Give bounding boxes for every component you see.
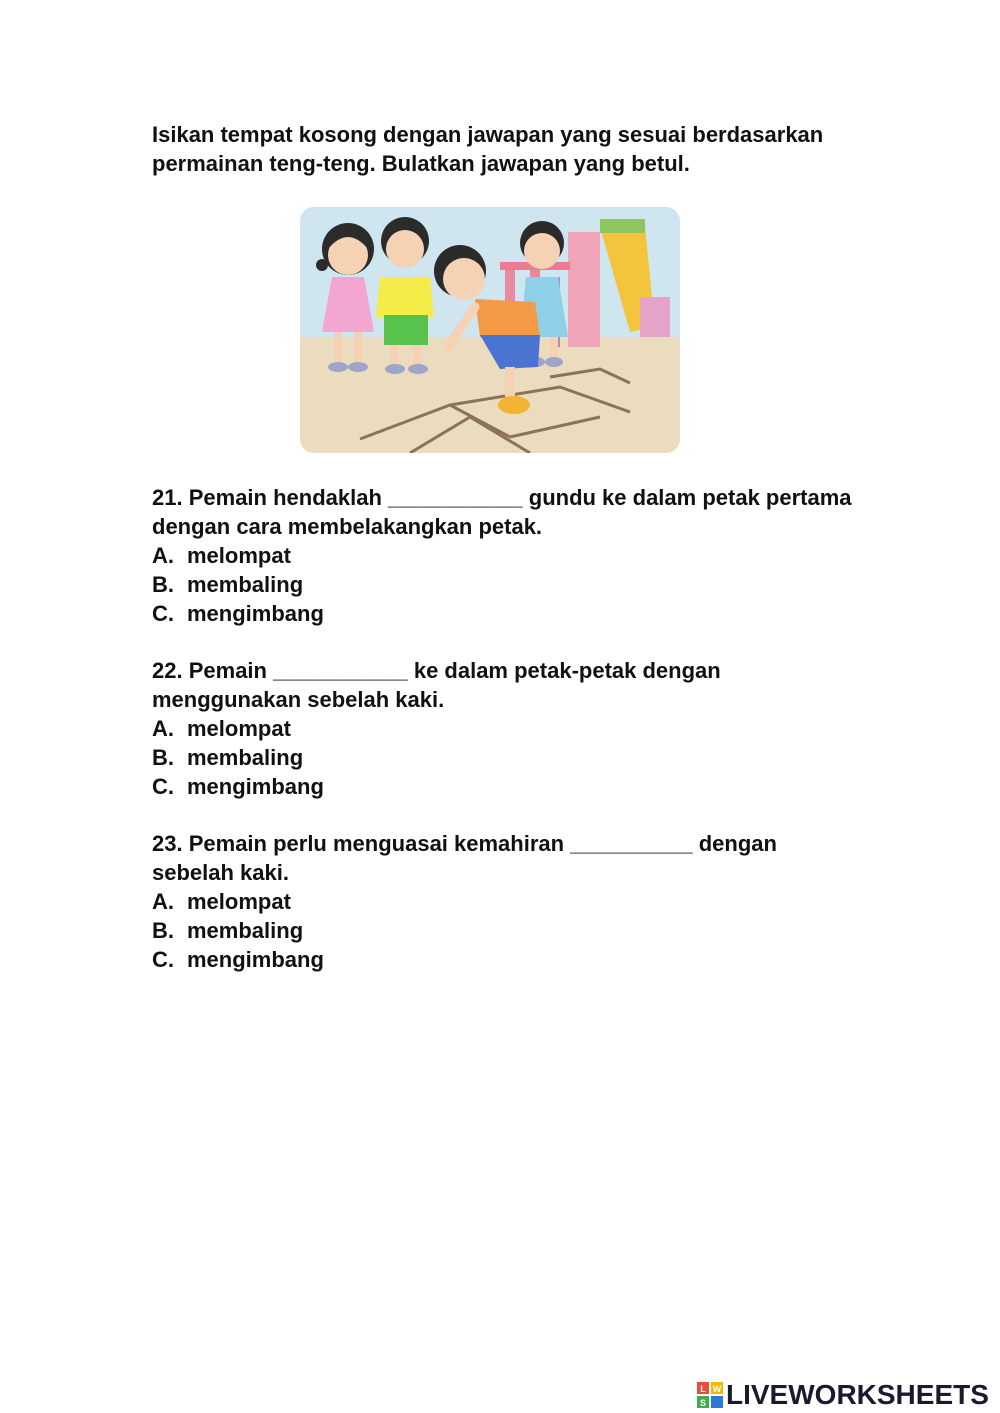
- question-22: [152, 656, 852, 801]
- option-a[interactable]: A. melompat: [152, 543, 291, 568]
- question-text-after: gundu ke dalam petak pertama dengan cara membelakangkan petak.: [152, 485, 852, 539]
- option-a[interactable]: A. melompat: [152, 716, 291, 741]
- svg-text:W: W: [712, 1384, 722, 1394]
- question-stem: [152, 656, 852, 714]
- liveworksheets-logo-icon: [697, 1382, 723, 1408]
- question-stem: [152, 829, 852, 887]
- children-playing-hopscotch-illustration: [300, 207, 680, 453]
- option-b[interactable]: B. membaling: [152, 572, 304, 597]
- question-text-before: Pemain: [188, 658, 267, 683]
- question-text-after: ke dalam petak-petak dengan menggunakan sebelah kaki.: [152, 658, 721, 712]
- logo-text: LIVEWORKSHEETS: [726, 1379, 989, 1410]
- instructions: Isikan tempat kosong dengan jawapan yang sesuai berdasarkan permainan teng-teng. Bulatkan jawapan yang betul.: [152, 122, 824, 176]
- option-a[interactable]: A. melompat: [152, 889, 291, 914]
- answer-blank[interactable]: ___________: [273, 658, 408, 683]
- svg-text:S: S: [699, 1398, 707, 1408]
- hopscotch-illustration: [300, 207, 680, 453]
- option-b[interactable]: B. membaling: [152, 918, 304, 943]
- liveworksheets-logo: [697, 1378, 989, 1412]
- question-text-after: dengan sebelah kaki.: [152, 831, 777, 885]
- question-23: [152, 829, 852, 974]
- question-text-before: Pemain perlu menguasai kemahiran: [188, 831, 565, 856]
- question-number: 21.: [152, 485, 183, 510]
- answer-blank[interactable]: __________: [570, 831, 693, 856]
- option-c[interactable]: C. mengimbang: [152, 601, 324, 626]
- option-b[interactable]: B. membaling: [152, 745, 304, 770]
- question-21: [152, 483, 852, 628]
- question-stem: [152, 483, 852, 541]
- question-number: 23.: [152, 831, 183, 856]
- option-c[interactable]: C. mengimbang: [152, 947, 324, 972]
- question-text-before: Pemain hendaklah: [188, 485, 382, 510]
- question-number: 22.: [152, 658, 183, 683]
- answer-blank[interactable]: ___________: [388, 485, 523, 510]
- option-c[interactable]: C. mengimbang: [152, 774, 324, 799]
- svg-text:L: L: [700, 1384, 706, 1394]
